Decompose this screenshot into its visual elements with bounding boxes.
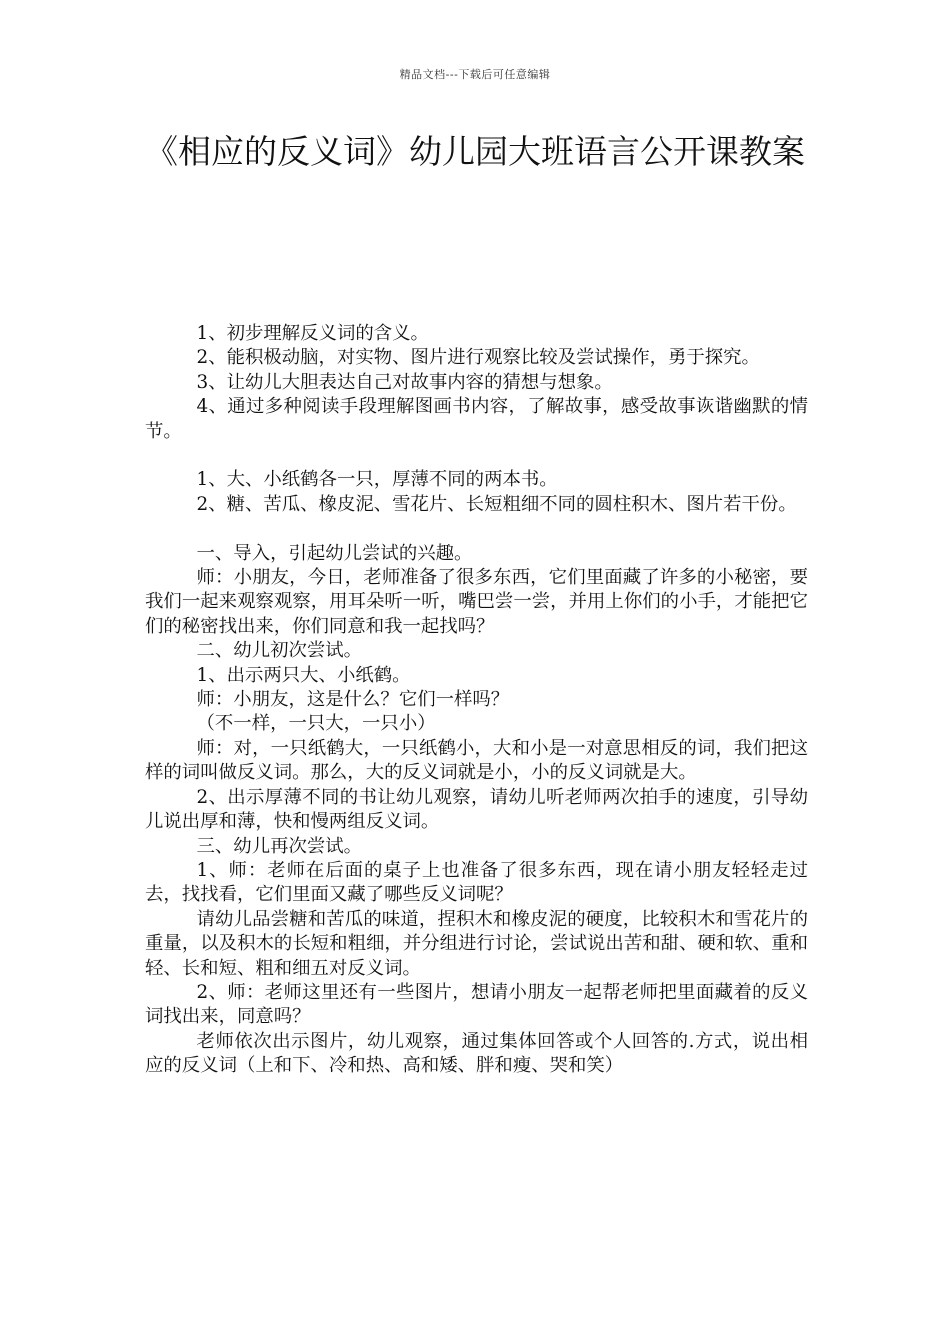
- page-title: 《相应的反义词》幼儿园大班语言公开课教案: [145, 132, 805, 171]
- paragraph: 师：小朋友，今日，老师准备了很多东西，它们里面藏了许多的小秘密，要我们一起来观察观察，用耳朵听一听，嘴巴尝一尝，并用上你们的小手，才能把它们的秘密找出来，你们同意和我一起找吗？: [145, 567, 808, 637]
- paragraph: （不一样，一只大，一只小）: [196, 713, 436, 735]
- paragraph: 1、师：老师在后面的桌子上也准备了很多东西，现在请小朋友轻轻走过去，找找看，它们里面又藏了哪些反义词呢？: [145, 859, 808, 906]
- paragraph: 2、能积极动脑，对实物、图片进行观察比较及尝试操作，勇于探究。: [196, 347, 760, 369]
- paragraph: 师：对，一只纸鹤大，一只纸鹤小，大和小是一对意思相反的词，我们把这样的词叫做反义词。那么，大的反义词就是小，小的反义词就是大。: [145, 737, 808, 784]
- paragraph: 3、让幼儿大胆表达自己对故事内容的猜想与想象。: [196, 371, 613, 393]
- paragraph: 老师依次出示图片，幼儿观察，通过集体回答或个人回答的.方式，说出相应的反义词（上和下、冷和热、高和矮、胖和瘦、哭和笑）: [145, 1030, 808, 1077]
- paragraph-gap: [145, 444, 808, 468]
- section-heading: 三、幼儿再次尝试。: [196, 835, 363, 857]
- document-body: [145, 322, 808, 1079]
- section-heading: 二、幼儿初次尝试。: [196, 640, 363, 662]
- paragraph: 1、出示两只大、小纸鹤。: [196, 664, 411, 686]
- paragraph-gap: [145, 517, 808, 541]
- paragraph: 4、通过多种阅读手段理解图画书内容，了解故事，感受故事诙谐幽默的情节。: [145, 396, 808, 442]
- paragraph: 2、师：老师这里还有一些图片，想请小朋友一起帮老师把里面藏着的反义词找出来，同意吗？: [145, 981, 808, 1028]
- section-heading: 一、导入，引起幼儿尝试的兴趣。: [196, 542, 473, 564]
- paragraph: 2、出示厚薄不同的书让幼儿观察，请幼儿听老师两次拍手的速度，引导幼儿说出厚和薄，快和慢两组反义词。: [145, 786, 808, 833]
- paragraph: 1、大、小纸鹤各一只，厚薄不同的两本书。: [196, 469, 558, 491]
- paragraph: 师：小朋友，这是什么？它们一样吗？: [196, 689, 510, 711]
- header-note: 精品文档---下载后可任意编辑: [399, 68, 551, 81]
- paragraph: 2、糖、苦瓜、橡皮泥、雪花片、长短粗细不同的圆柱积木、图片若干份。: [196, 493, 797, 515]
- paragraph: 1、初步理解反义词的含义。: [196, 323, 429, 344]
- paragraph: 请幼儿品尝糖和苦瓜的味道，捏积木和橡皮泥的硬度，比较积木和雪花片的重量，以及积木的长短和粗细，并分组进行讨论，尝试说出苦和甜、硬和软、重和轻、长和短、粗和细五对反义词。: [145, 908, 808, 979]
